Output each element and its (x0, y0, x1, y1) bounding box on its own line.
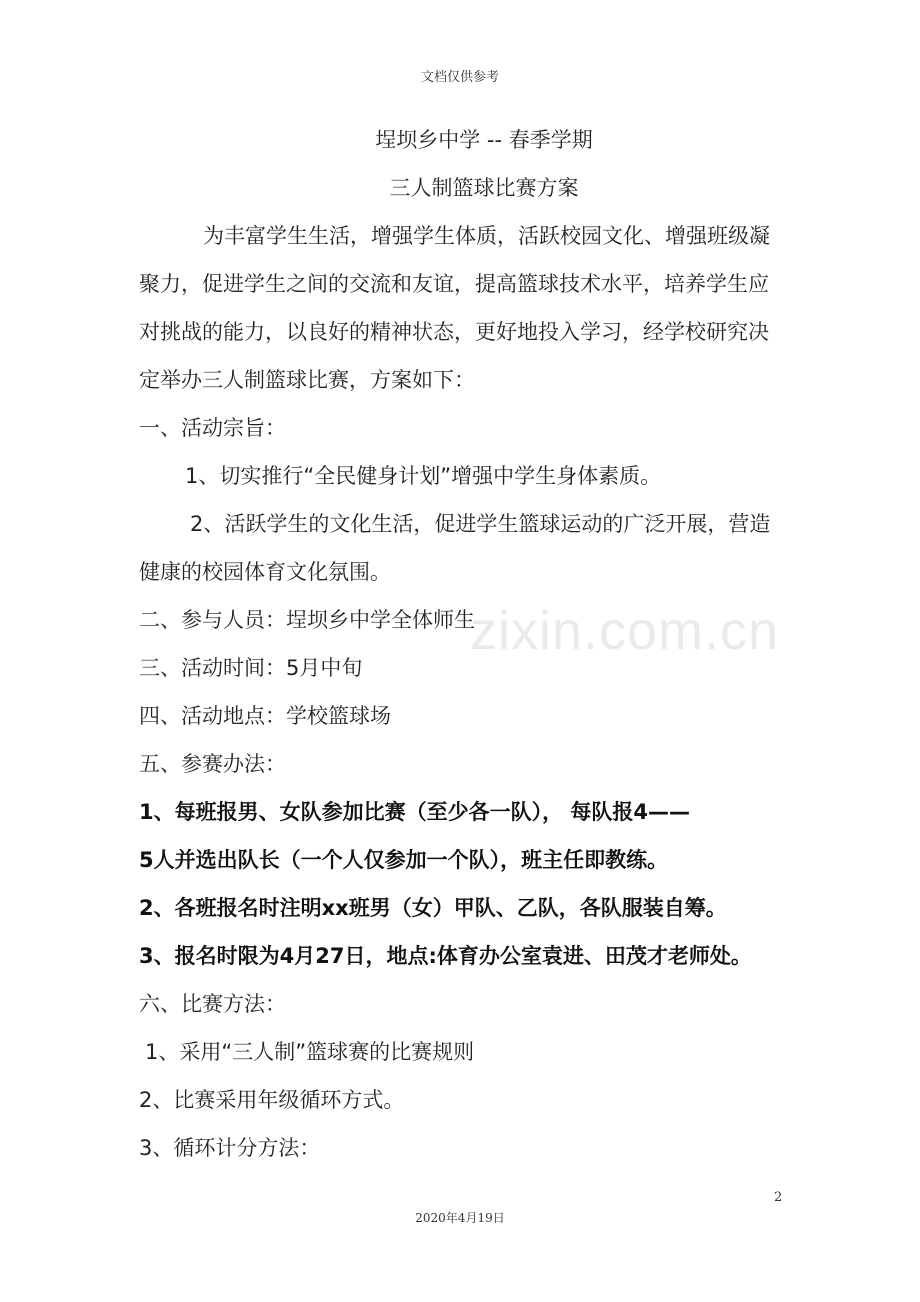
rule-item: 1、每班报男、女队参加比赛（至少各一队）， 每队报4—— (139, 800, 691, 824)
section-heading: 六、比赛方法： (139, 992, 286, 1016)
document-subtitle: 三人制篮球比赛方案 (389, 176, 579, 200)
list-item: 1、采用“三人制”篮球赛的比赛规则 (145, 1040, 475, 1064)
section-heading: 二、参与人员：埕坝乡中学全体师生 (139, 608, 475, 632)
rule-item-continuation: 5人并选出队长（一个人仅参加一个队），班主任即教练。 (139, 848, 669, 872)
footer-date: 2020年4月19日 (415, 1211, 505, 1225)
page-number: 2 (774, 1190, 783, 1205)
section-heading: 四、活动地点：学校篮球场 (139, 704, 391, 728)
section-heading: 三、活动时间：5月中旬 (139, 656, 363, 680)
intro-line: 对挑战的能力，以良好的精神状态，更好地投入学习，经学校研究决 (139, 320, 769, 344)
watermark: zixin.com.cn (470, 601, 780, 661)
section-heading: 五、参赛办法： (139, 752, 286, 776)
list-item: 2、比赛采用年级循环方式。 (139, 1088, 405, 1112)
list-item: 2、活跃学生的文化生活，促进学生篮球运动的广泛开展，营造 (190, 512, 771, 536)
header-note: 文档仅供参考 (420, 70, 499, 85)
list-item: 1、切实推行“全民健身计划”增强中学生身体素质。 (185, 464, 662, 488)
intro-line: 聚力，促进学生之间的交流和友谊，提高篮球技术水平，培养学生应 (139, 272, 769, 296)
section-heading: 一、活动宗旨： (139, 416, 286, 440)
document-title: 埕坝乡中学 -- 春季学期 (375, 128, 593, 152)
intro-line: 为丰富学生生活，增强学生体质，活跃校园文化、增强班级凝 (203, 224, 770, 248)
list-item: 3、循环计分方法： (139, 1136, 321, 1160)
rule-item: 2、各班报名时注明xx班男（女）甲队、乙队，各队服装自筹。 (139, 896, 727, 920)
list-item-continuation: 健康的校园体育文化氛围。 (139, 560, 391, 584)
rule-item: 3、报名时限为4月27日，地点:体育办公室袁进、田茂才老师处。 (139, 944, 752, 968)
intro-line: 定举办三人制篮球比赛，方案如下： (139, 368, 475, 392)
